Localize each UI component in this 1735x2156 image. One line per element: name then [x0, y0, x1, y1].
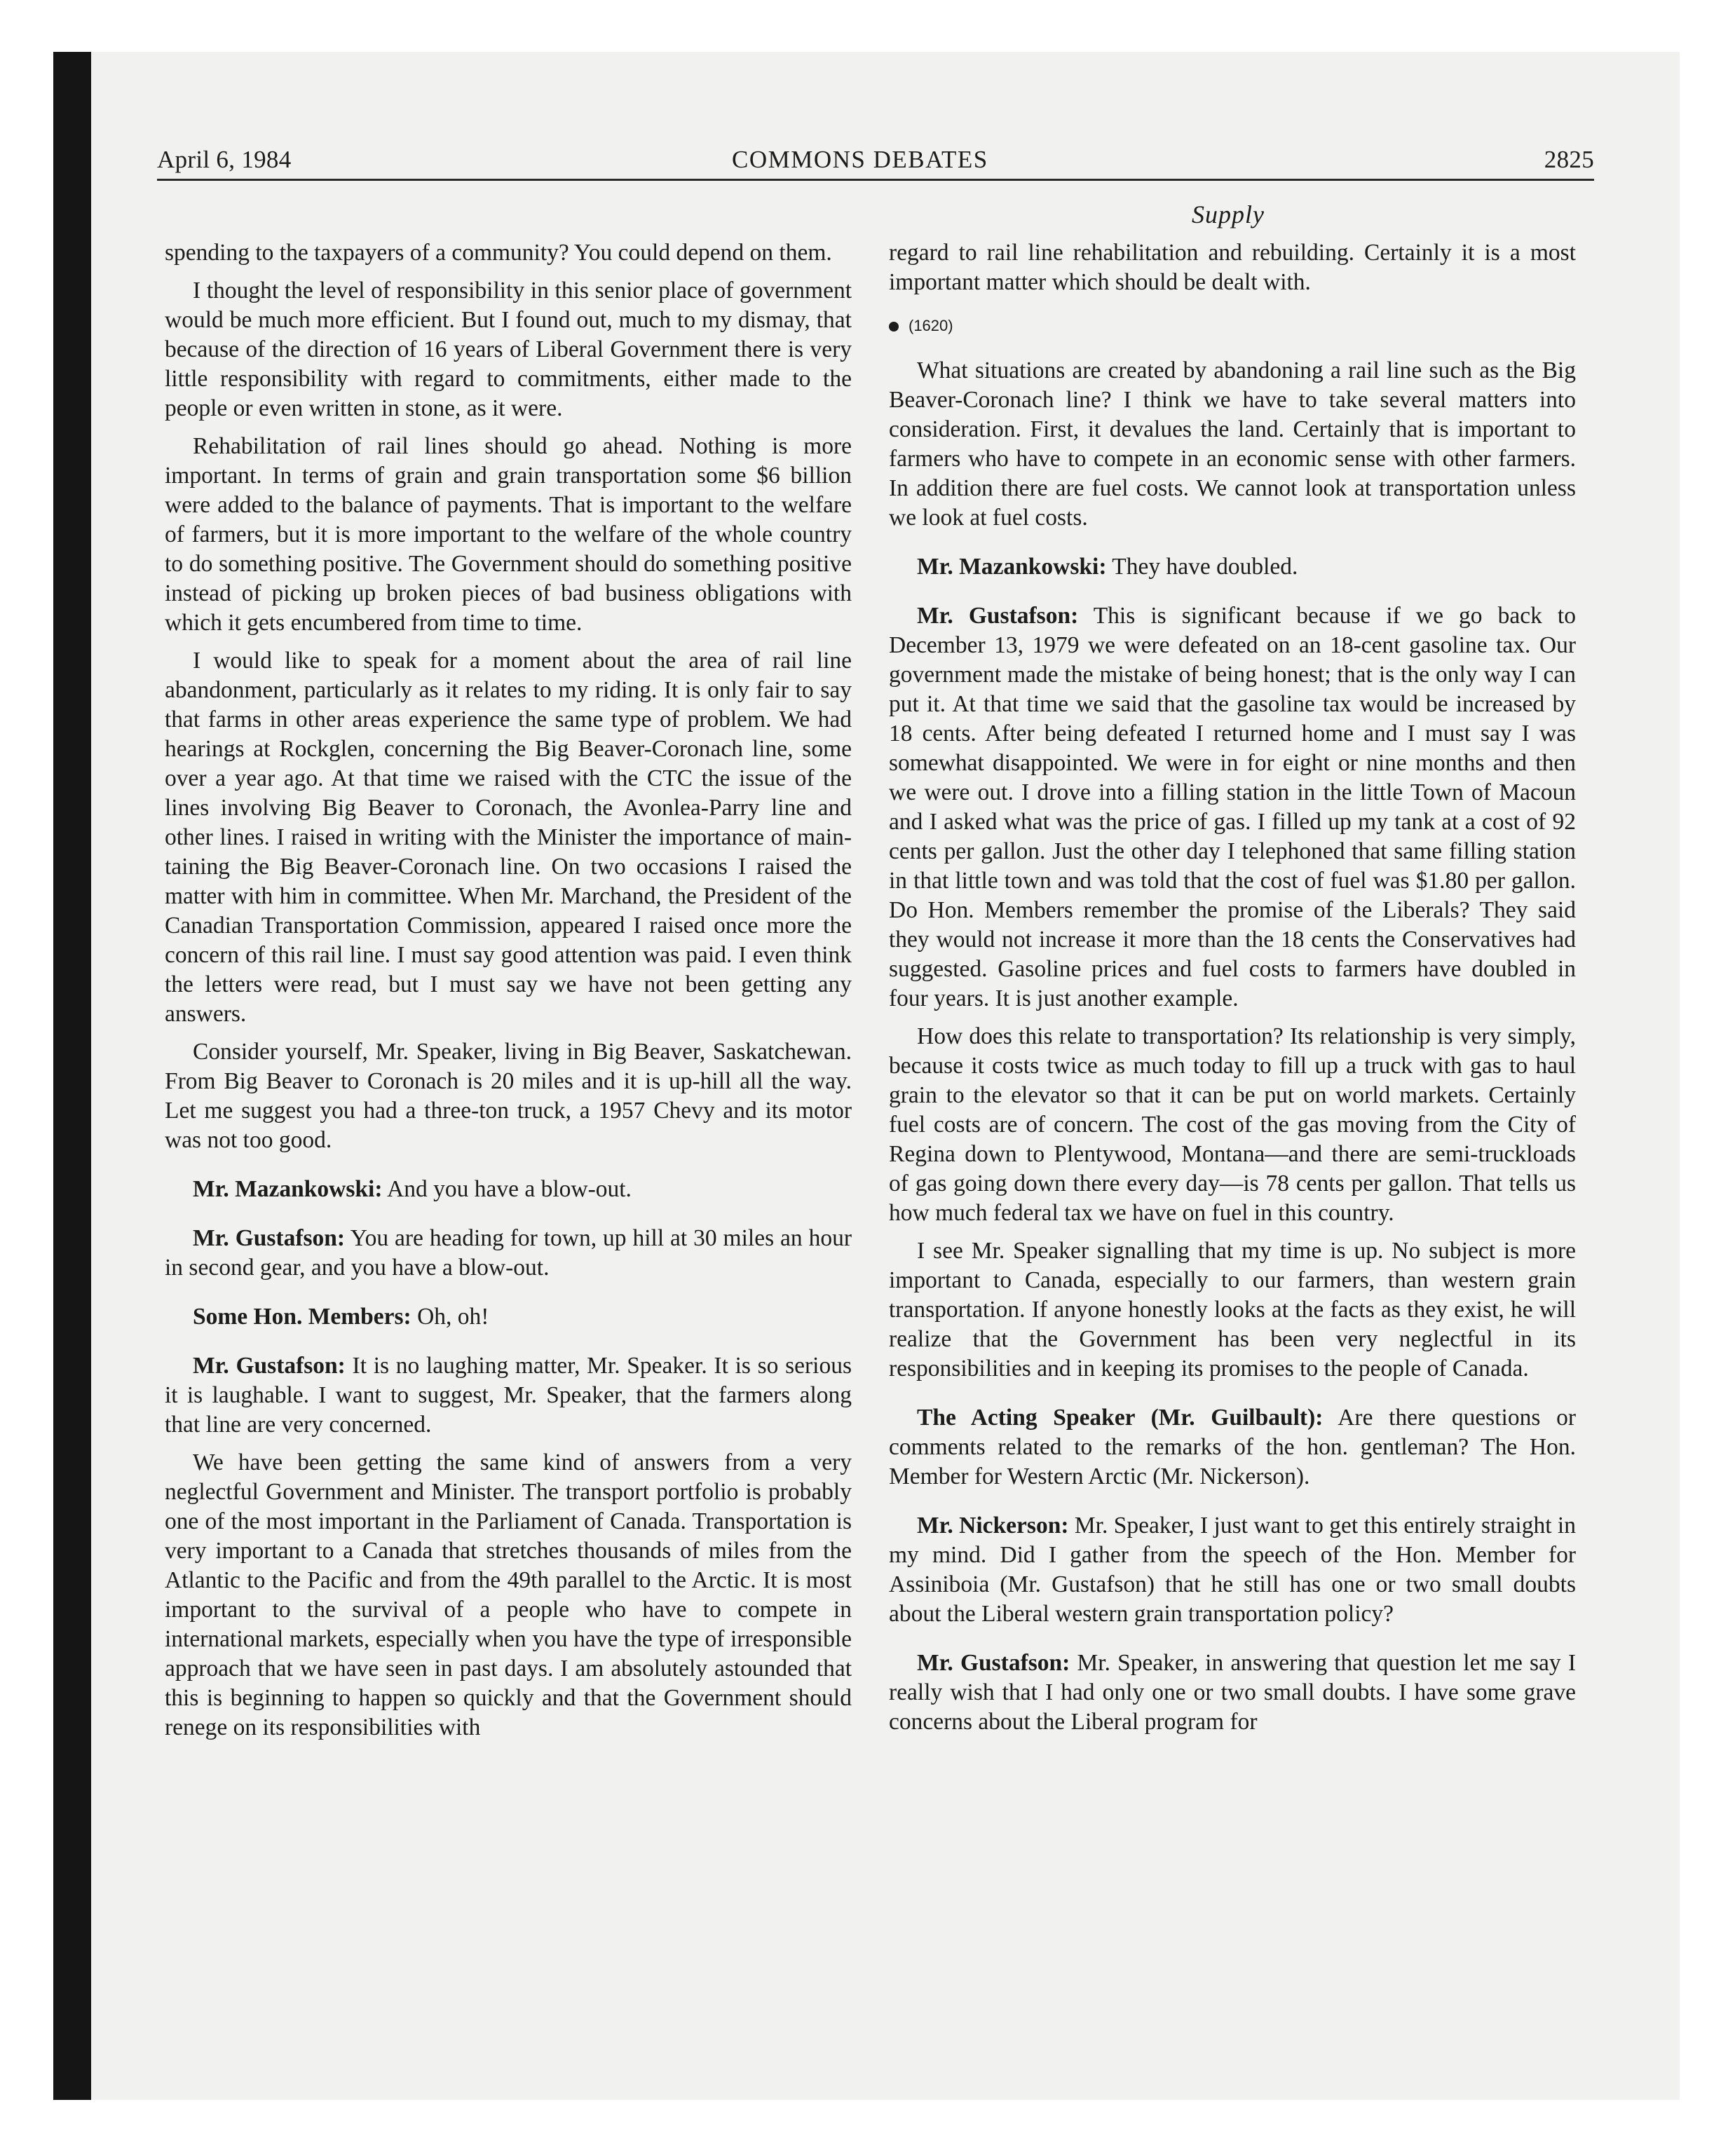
speech-text: Are there questions or comments related to the remarks of the hon. gentleman? The Hon. Member for Western Arctic (Mr. Nickerson).: [889, 1405, 1576, 1489]
paragraph: I thought the level of responsibility in this senior place of government would be much more efficient. But I found out, much to my dismay, that because of the direction of 16 years of Liberal Government there is very little responsibility with regard to commitments, either made to the people or even written in stone, as it were.: [165, 278, 852, 421]
speech-gustafson: [889, 601, 1576, 1014]
header-date: April 6, 1984: [157, 146, 292, 173]
speech-text: They have doubled.: [1106, 554, 1298, 580]
right-column: [889, 238, 1576, 1745]
speech-mazankowski: [889, 552, 1576, 582]
speech-text: Mr. Speaker, I just want to get this entirely straight in my mind. Did I gather from the speech of the Hon. Member for Assiniboia (Mr. Gustafson) that he still has one or two small doubts about the Liberal western grain transportation policy?: [889, 1513, 1576, 1627]
speaker-name: Mr. Mazankowski:: [193, 1176, 383, 1202]
time-marker: [889, 311, 1576, 341]
speech-mazankowski: [165, 1175, 852, 1204]
speech-text: Oh, oh!: [411, 1304, 489, 1330]
speaker-name: Mr. Nickerson:: [917, 1513, 1069, 1538]
speaker-name: Mr. Gustafson:: [917, 603, 1079, 629]
speech-text: It is no laughing matter, Mr. Speaker. It is so serious it is laughable. I want to suggest, Mr. Speaker, that the farmers along that line are very concerned.: [165, 1353, 852, 1438]
speech-text: You are heading for town, up hill at 30 miles an hour in second gear, and you have a blow-out.: [165, 1225, 852, 1281]
speech-nickerson: [889, 1511, 1576, 1629]
left-column: [165, 238, 852, 1751]
paragraph: I would like to speak for a moment about the area of rail line abandonment, particularly as it relates to my riding. It is only fair to say that farms in other areas experience the same type of problem. We had hearings at Rockglen, concerning the Big Beaver-Coronach line, some over a year ago. At that time we raised with the CTC the issue of the lines involving Big Beaver to Coronach, the Avonlea-Parry line and other lines. I raised in writing with the Minister the importance of maintaining the Big Beaver-Coronach line. On two occasions I raised the matter with him in committee. When Mr. Marchand, the President of the Canadian Transportation Commission, appeared I raised once more the concern of this rail line. I must say good attention was paid. I even think the letters were read, but I must say we have not been getting any answers.: [165, 648, 852, 1027]
paragraph: I see Mr. Speaker signalling that my time is up. No subject is more important to Canada, especially to our farmers, than western grain transportation. If anyone honestly looks at the facts as they exist, he will realize that the Government has been very neglectful in its responsibilities and in keeping its promises to the people of Canada.: [889, 1238, 1576, 1381]
speaker-name: Some Hon. Members:: [193, 1304, 411, 1330]
bullet-icon: [889, 322, 899, 332]
running-header: [157, 146, 1594, 182]
paragraph: spending to the taxpayers of a community? You could depend on them.: [165, 240, 832, 266]
section-label: Supply: [1192, 200, 1265, 228]
speech-gustafson: [165, 1351, 852, 1440]
paragraph: Rehabilitation of rail lines should go ahead. Nothing is more important. In terms of grain and grain transportation some $6 billion were added to the balance of payments. That is important to the welfare of farmers, but it is more important to the welfare of the whole country to do something positive. The Government should do something positive instead of picking up broken pieces of bad business obligations with which it gets encumbered from time to time.: [165, 433, 852, 636]
speech-gustafson: [165, 1224, 852, 1283]
speaker-name: Mr. Gustafson:: [193, 1353, 346, 1379]
speech-text: And you have a blow-out.: [382, 1176, 632, 1202]
speaker-name: Mr. Gustafson:: [193, 1225, 346, 1251]
speaker-name: Mr. Gustafson:: [917, 1650, 1070, 1676]
header-title: COMMONS DEBATES: [732, 146, 988, 173]
paragraph: How does this relate to transportation? Its relationship is very simply, because it costs twice as much today to fill up a truck with gas to haul grain to the elevator so that it can be put on world markets. Certainly fuel costs are of concern. The cost of the gas moving from the City of Regina down to Plentywood, Montana—and there are semi-truckloads of gas going down there every day—is 78 cents per gallon. That tells us how much federal tax we have on fuel in this country.: [889, 1023, 1576, 1226]
paragraph: What situations are created by abandoning a rail line such as the Big Beaver-Coronach line? I think we have to take several matters into consideration. First, it devalues the land. Certainly that is important to farmers who have to compete in an economic sense with other farmers. In addition there are fuel costs. We cannot look at transportation unless we look at fuel costs.: [889, 357, 1576, 531]
page-number: 2825: [1544, 146, 1594, 173]
speaker-name: Mr. Mazankowski:: [917, 554, 1107, 580]
paragraph: We have been getting the same kind of answers from a very neglectful Government and Minister. The transport portfolio is probably one of the most important in the Parliament of Canada. Transportation is very important to a Canada that stretches thousands of miles from the Atlantic to the Pacific and from the 49th parallel to the Arctic. It is most important to the survival of a people who have to compete in international markets, especially when you have the type of irresponsible approach that we have seen in past days. I am absolutely astounded that this is beginning to happen so quickly and that the Government should renege on its responsibilities with: [165, 1449, 852, 1740]
speech-gustafson: [889, 1649, 1576, 1737]
binding-edge: [53, 52, 91, 2100]
speaker-name: The Acting Speaker (Mr. Guilbault):: [917, 1405, 1324, 1431]
speech-text: Mr. Speaker, in answering that question let me say I really wish that I had only one or two small doubts. I have some grave concerns about the Liberal program for: [889, 1650, 1576, 1735]
paragraph: Consider yourself, Mr. Speaker, living in Big Beaver, Saskatchewan. From Big Beaver to Coronach is 20 miles and it is up-hill all the way. Let me suggest you had a three-ton truck, a 1957 Chevy and its motor was not too good.: [165, 1039, 852, 1153]
header-rule: [157, 179, 1594, 181]
speech-text: This is significant because if we go back to December 13, 1979 we were defeated on an 18-cent gasoline tax. Our government made the mistake of being honest; that is the only way I can put it. At that time we said that the gasoline tax would be increased by 18 cents. After being defeated I returned home and I must say I was somewhat disappointed. We were in for eight or nine months and then we were out. I drove into a filling station in the little Town of Macoun and I asked what was the price of gas. I filled up my tank at a cost of 92 cents per gallon. Just the other day I telephoned that same filling station in that little town and was told that the cost of fuel was $1.80 per gallon. Do Hon. Members remember the promise of the Liberals? They said they would not increase it more than the 18 cents the Conservatives had suggested. Gasoline prices and fuel costs to farmers have doubled in four years. It is just another example.: [889, 603, 1576, 1011]
time-stamp: (1620): [909, 317, 953, 334]
speech-acting-speaker: [889, 1403, 1576, 1492]
paragraph: regard to rail line rehabilitation and rebuilding. Certainly it is a most important matter which should be dealt with.: [889, 240, 1576, 295]
speech-hon-members: [165, 1302, 852, 1332]
